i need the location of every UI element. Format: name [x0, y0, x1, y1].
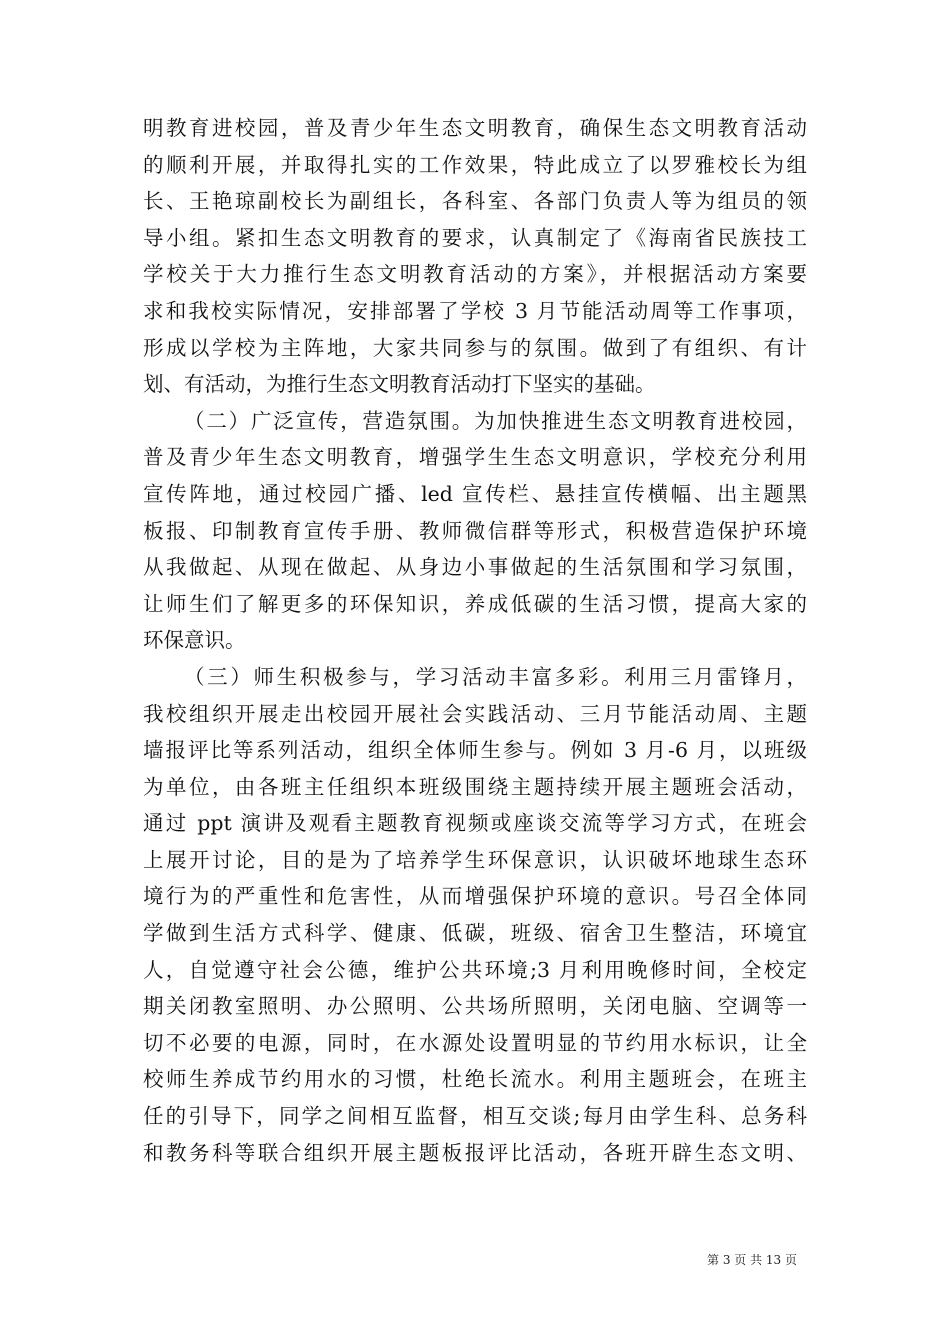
text-line: 切不必要的电源，同时，在水源处设置明显的节约用水标识，让全 [143, 1030, 807, 1055]
text-line: 宣传阵地，通过校园广播、led 宣传栏、悬挂宣传横幅、出主题黑 [143, 481, 807, 506]
text-line: 和教务科等联合组织开展主题板报评比活动，各班开辟生态文明、 [143, 1140, 807, 1165]
text-line: （三）师生积极参与，学习活动丰富多彩。利用三月雷锋月， [184, 664, 807, 689]
paragraph-2 [143, 403, 807, 659]
text-line: 墙报评比等系列活动，组织全体师生参与。例如 3 月-6 月，以班级 [143, 738, 807, 763]
text-line: 板报、印制教育宣传手册、教师微信群等形式，积极营造保护环境 [143, 518, 807, 543]
text-line: 通过 ppt 演讲及观看主题教育视频或座谈交流等学习方式，在班会 [143, 811, 807, 836]
document-body [143, 110, 807, 1171]
text-line: 学做到生活方式科学、健康、低碳，班级、宿舍卫生整洁，环境宜 [143, 921, 807, 946]
text-line: 长、王艳琼副校长为副组长，各科室、各部门负责人等为组员的领 [143, 189, 807, 214]
text-line: 为单位，由各班主任组织本班级围绕主题持续开展主题班会活动， [143, 774, 807, 799]
paragraph-1 [143, 110, 807, 403]
text-line: 校师生养成节约用水的习惯，杜绝长流水。利用主题班会，在班主 [143, 1067, 807, 1092]
text-line: 学校关于大力推行生态文明教育活动的方案》，并根据活动方案要 [143, 262, 807, 287]
text-line: 上展开讨论，目的是为了培养学生环保意识，认识破坏地球生态环 [143, 847, 807, 872]
text-line: 环保意识。 [143, 628, 246, 653]
text-line: 形成以学校为主阵地，大家共同参与的氛围。做到了有组织、有计 [143, 335, 807, 360]
text-line: （二）广泛宣传，营造氛围。为加快推进生态文明教育进校园， [184, 408, 807, 433]
text-line: 境行为的严重性和危害性，从而增强保护环境的意识。号召全体同 [143, 884, 807, 909]
page-number: 第 3 页 共 13 页 [707, 1253, 797, 1267]
text-line: 普及青少年生态文明教育，增强学生生态文明意识，学校充分利用 [143, 445, 807, 470]
text-line: 划、有活动，为推行生态文明教育活动打下坚实的基础。 [143, 372, 656, 397]
text-line: 的顺利开展，并取得扎实的工作效果，特此成立了以罗雅校长为组 [143, 152, 807, 177]
text-line: 从我做起、从现在做起、从身边小事做起的生活氛围和学习氛围， [143, 555, 807, 580]
text-line: 任的引导下，同学之间相互监督，相互交谈;每月由学生科、总务科 [143, 1104, 807, 1129]
text-line: 求和我校实际情况，安排部署了学校 3 月节能活动周等工作事项， [143, 298, 807, 323]
paragraph-3 [143, 659, 807, 1171]
text-line: 让师生们了解更多的环保知识，养成低碳的生活习惯，提高大家的 [143, 591, 807, 616]
text-line: 人，自觉遵守社会公德，维护公共环境;3 月利用晚修时间，全校定 [143, 957, 807, 982]
text-line: 我校组织开展走出校园开展社会实践活动、三月节能活动周、主题 [143, 701, 807, 726]
text-line: 导小组。紧扣生态文明教育的要求，认真制定了《海南省民族技工 [143, 225, 807, 250]
text-line: 明教育进校园，普及青少年生态文明教育，确保生态文明教育活动 [143, 116, 807, 140]
text-line: 期关闭教室照明、办公照明、公共场所照明，关闭电脑、空调等一 [143, 994, 807, 1019]
